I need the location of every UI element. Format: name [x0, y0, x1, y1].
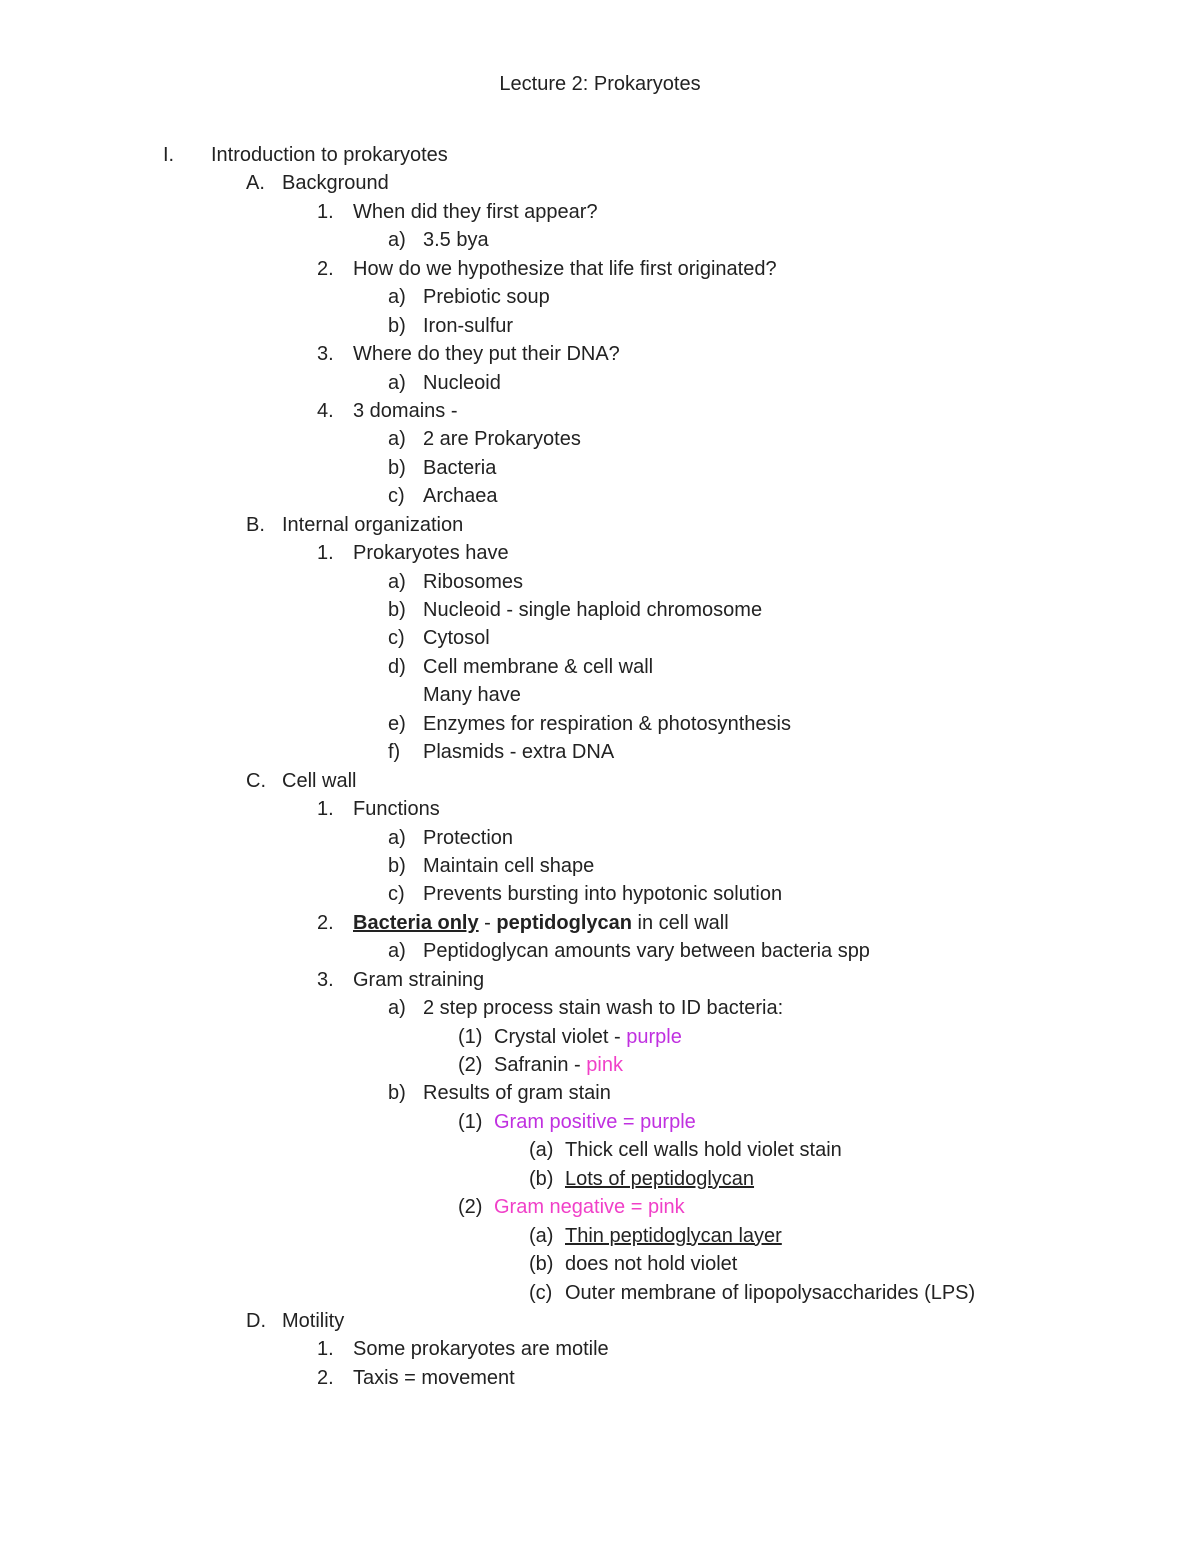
outline-item-level-4 — [0, 596, 1200, 624]
outline-item-level-5 — [0, 1023, 1200, 1051]
outline-marker: 2. — [317, 257, 334, 280]
outline-text: Prokaryotes have — [353, 542, 509, 565]
outline-marker: a) — [388, 826, 406, 849]
outline-text: Prevents bursting into hypotonic solution — [423, 883, 783, 906]
outline-item-level-3 — [0, 340, 1200, 368]
outline-text-segment: Safranin - — [494, 1054, 587, 1076]
outline-marker: a) — [388, 229, 406, 252]
outline-marker: b) — [388, 314, 406, 337]
lecture-outline — [0, 141, 1200, 1392]
outline-text: Thick cell walls hold violet stain — [565, 1139, 842, 1162]
outline-marker: d) — [388, 655, 406, 678]
outline-marker: b) — [388, 1082, 406, 1105]
outline-marker: D. — [246, 1309, 266, 1332]
outline-marker: b) — [388, 599, 406, 621]
outline-marker: e) — [388, 712, 406, 735]
outline-text — [565, 1222, 782, 1250]
outline-text-segment: Bacteria only — [353, 911, 479, 934]
outline-item-level-4 — [0, 568, 1200, 596]
outline-marker: C. — [246, 769, 266, 792]
outline-text-segment: Gram negative = pink — [494, 1196, 685, 1219]
outline-item-level-4 — [0, 369, 1200, 397]
outline-marker: 1. — [317, 1338, 334, 1361]
outline-text-segment: Crystal violet - — [494, 1025, 627, 1048]
outline-marker: b) — [388, 854, 406, 877]
outline-text: Nucleoid - single haploid chromosome — [423, 599, 763, 621]
outline-text: Cell wall — [282, 769, 357, 792]
outline-item-level-2 — [0, 767, 1200, 795]
outline-marker: c) — [388, 485, 405, 508]
outline-marker: (2) — [458, 1054, 483, 1076]
outline-marker: (a) — [529, 1139, 554, 1162]
outline-item-level-4 — [0, 824, 1200, 852]
outline-item-level-4 — [0, 454, 1200, 482]
outline-item-level-6 — [0, 1250, 1200, 1278]
outline-marker: (a) — [529, 1224, 554, 1247]
outline-text: Enzymes for respiration & photosynthesis — [423, 712, 791, 735]
outline-text-segment: in cell wall — [631, 911, 729, 934]
outline-text: Introduction to prokaryotes — [211, 144, 448, 166]
outline-marker: (b) — [529, 1167, 554, 1190]
outline-item-level-2 — [0, 169, 1200, 197]
outline-item-level-2 — [0, 1307, 1200, 1335]
outline-text: Archaea — [423, 485, 498, 508]
outline-marker: 1. — [317, 200, 334, 223]
outline-item-level-6 — [0, 1136, 1200, 1164]
outline-marker: (c) — [529, 1281, 553, 1304]
outline-item-level-4 — [0, 738, 1200, 766]
outline-item-level-6 — [0, 1165, 1200, 1193]
outline-text: Gram straining — [353, 968, 485, 991]
outline-marker: I. — [163, 144, 175, 166]
outline-text: 3 domains - — [353, 399, 458, 422]
outline-text: Bacteria — [423, 456, 497, 479]
outline-item-level-3 — [0, 1335, 1200, 1363]
outline-text-segment: Lots of peptidoglycan — [565, 1167, 755, 1190]
outline-item-level-3 — [0, 909, 1200, 937]
outline-text: Cell membrane & cell wall — [423, 655, 654, 678]
outline-item-level-4 — [0, 624, 1200, 652]
document-title: Lecture 2: Prokaryotes — [499, 73, 701, 95]
outline-text: 3.5 bya — [423, 229, 489, 252]
outline-item-level-6 — [0, 1279, 1200, 1307]
outline-marker: 1. — [317, 542, 334, 565]
outline-item-level-4 — [0, 226, 1200, 254]
outline-marker: a) — [388, 997, 406, 1020]
outline-marker: a) — [388, 428, 406, 451]
outline-item-level-2 — [0, 511, 1200, 539]
outline-text: Ribosomes — [423, 570, 524, 593]
outline-text: 2 step process stain wash to ID bacteria: — [423, 997, 784, 1020]
outline-item-level-3 — [0, 795, 1200, 823]
outline-text: Maintain cell shape — [423, 854, 595, 877]
outline-item-level-3 — [0, 397, 1200, 425]
outline-text: Taxis = movement — [353, 1366, 515, 1389]
outline-text: Functions — [353, 798, 440, 821]
outline-marker: a) — [388, 371, 406, 394]
outline-marker: c) — [388, 627, 405, 650]
outline-text: Internal organization — [282, 513, 464, 536]
outline-marker: 1. — [317, 798, 334, 821]
outline-text: Protection — [423, 826, 514, 849]
outline-text: does not hold violet — [565, 1253, 738, 1276]
outline-marker: a) — [388, 940, 406, 963]
outline-item-level-4 — [0, 710, 1200, 738]
outline-item-level-4 — [0, 312, 1200, 340]
outline-text — [494, 1193, 685, 1221]
outline-text-segment: Gram positive = purple — [494, 1110, 696, 1133]
outline-item-level-4 — [0, 880, 1200, 908]
outline-item-level-4 — [0, 1079, 1200, 1107]
outline-text-segment: pink — [586, 1054, 623, 1076]
outline-text — [494, 1051, 623, 1079]
outline-marker: a) — [388, 286, 406, 309]
outline-marker: b) — [388, 456, 406, 479]
outline-text — [494, 1108, 696, 1136]
outline-text: How do we hypothesize that life first originated? — [353, 257, 777, 280]
outline-text: Many have — [423, 684, 521, 707]
outline-marker: 2. — [317, 1366, 334, 1389]
outline-item-level-4 — [0, 425, 1200, 453]
outline-marker: (b) — [529, 1253, 554, 1276]
outline-marker: 3. — [317, 343, 334, 366]
outline-text: Prebiotic soup — [423, 286, 550, 309]
outline-text: 2 are Prokaryotes — [423, 428, 581, 451]
outline-item-level-5 — [0, 1193, 1200, 1221]
outline-item-level-3 — [0, 255, 1200, 283]
outline-text — [565, 1165, 754, 1193]
outline-item-level-5 — [0, 1108, 1200, 1136]
outline-text: Outer membrane of lipopolysaccharides (LPS) — [565, 1281, 976, 1304]
outline-text — [494, 1023, 682, 1051]
outline-marker: B. — [246, 513, 265, 536]
outline-item-level-4 — [0, 283, 1200, 311]
outline-item-level-4 — [0, 482, 1200, 510]
outline-text: Background — [282, 172, 389, 195]
outline-item-level-3 — [0, 1364, 1200, 1392]
outline-text: Nucleoid — [423, 371, 501, 394]
outline-marker: (1) — [458, 1110, 483, 1133]
outline-marker: A. — [246, 172, 265, 195]
outline-item-level-3 — [0, 198, 1200, 226]
outline-text: Plasmids - extra DNA — [423, 741, 615, 764]
outline-text: Motility — [282, 1309, 345, 1332]
outline-marker: (1) — [458, 1025, 483, 1048]
outline-text: When did they first appear? — [353, 200, 598, 223]
outline-text: Peptidoglycan amounts vary between bacteria spp — [423, 940, 870, 963]
outline-marker: c) — [388, 883, 405, 906]
outline-marker: 2. — [317, 911, 334, 934]
outline-marker: f) — [388, 741, 401, 764]
outline-item-level-4 — [0, 994, 1200, 1022]
outline-text — [353, 909, 729, 937]
outline-text: Some prokaryotes are motile — [353, 1338, 609, 1361]
outline-text: Cytosol — [423, 627, 490, 650]
outline-text: Where do they put their DNA? — [353, 343, 620, 366]
outline-text-segment: peptidoglycan — [496, 911, 632, 934]
outline-item-level-4 — [0, 852, 1200, 880]
outline-item-level-4 — [0, 937, 1200, 965]
outline-item-level-4 — [0, 681, 1200, 709]
outline-marker: 4. — [317, 399, 334, 422]
outline-text-segment: - — [478, 911, 497, 934]
outline-item-level-3 — [0, 539, 1200, 567]
outline-marker: (2) — [458, 1196, 483, 1219]
outline-item-level-4 — [0, 653, 1200, 681]
outline-text: Results of gram stain — [423, 1082, 611, 1105]
outline-item-level-1 — [0, 141, 1200, 169]
outline-text-segment: purple — [626, 1025, 682, 1048]
outline-item-level-3 — [0, 966, 1200, 994]
outline-item-level-6 — [0, 1222, 1200, 1250]
outline-text-segment: Thin peptidoglycan layer — [565, 1224, 782, 1247]
outline-marker: a) — [388, 570, 406, 593]
outline-text: Iron-sulfur — [423, 314, 514, 337]
outline-item-level-5 — [0, 1051, 1200, 1079]
outline-marker: 3. — [317, 968, 334, 991]
